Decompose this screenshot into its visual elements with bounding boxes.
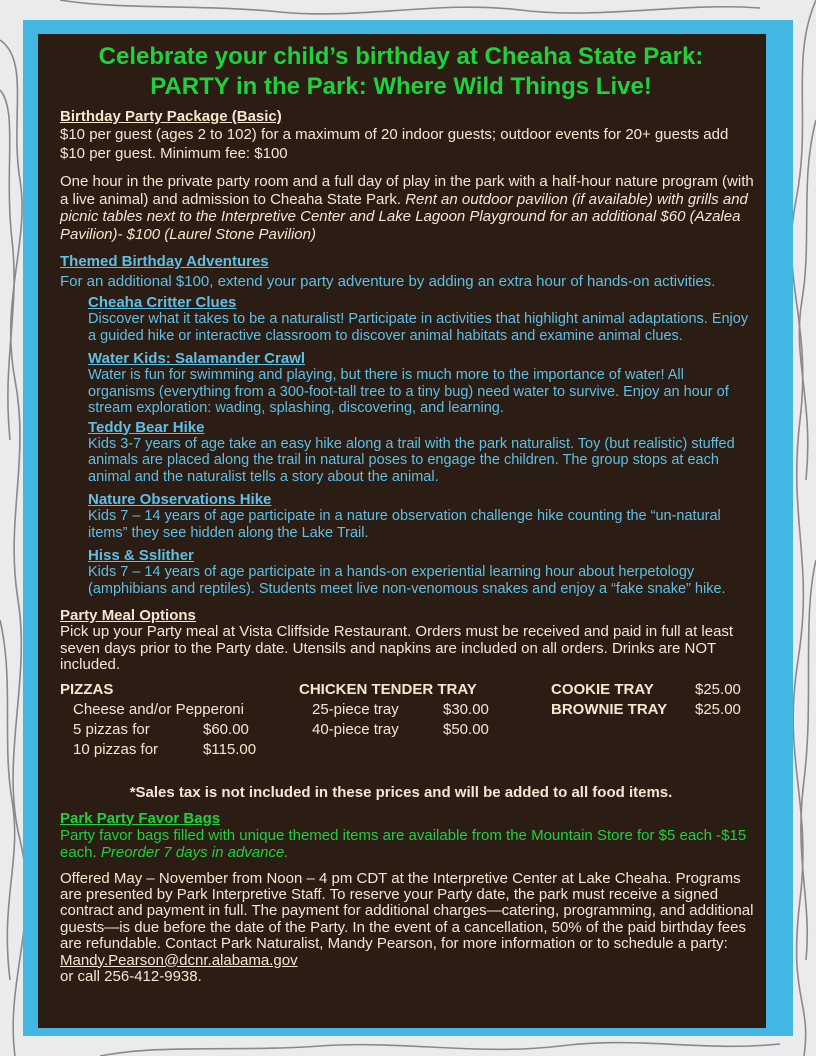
favor-bags-description: Party favor bags filled with unique themed items are available from the Mountain Store for $5 each -$15 each. — [60, 826, 747, 861]
footer-text: Offered May – November from Noon – 4 pm CDT at the Interpretive Center at Lake Cheaha. Programs are presented by Park Interpretive Staff. To reserve your Party date, the park must receive a signed contract and payment in full. The payment for additional charges—catering, programming, and additional guests—is due before the date of the Party. In the event of a cancellation, 50% of the paid birthday fees are refundable. Contact Park Naturalist, Mandy Pearson, for more information or to schedule a party: — [60, 869, 754, 953]
adventure-heading: Cheaha Critter Clues — [88, 294, 237, 311]
flyer-title-line1: Celebrate your child’s birthday at Cheaha State Park: — [98, 43, 704, 70]
favor-bags-heading: Park Party Favor Bags — [60, 809, 221, 827]
pizzas-column — [60, 680, 256, 760]
basic-package-text: $10 per guest (ages 2 to 102) for a maximum of 20 indoor guests; outdoor events for 20+ guests add $10 per guest. Minimum fee: $100 — [60, 126, 729, 162]
preorder-note: Preorder 7 days in advance. — [100, 843, 289, 861]
meal-options-heading: Party Meal Options — [60, 607, 196, 624]
chicken-heading: CHICKEN TENDER TRAY — [299, 680, 477, 698]
adventure-text: Kids 3-7 years of age take an easy hike along a trail with the park naturalist. Toy (but realistic) stuffed animals are placed along the trail in natural poses to engage the children. The group stops at each animal and the naturalist tells a story about the animal. — [88, 435, 735, 485]
flyer-title-line2: PARTY in the Park: Where Wild Things Live! — [150, 73, 652, 100]
adventure-item — [88, 350, 754, 417]
menu-item-label: BROWNIE TRAY — [551, 700, 668, 718]
pizzas-heading: PIZZAS — [60, 680, 114, 698]
menu-item-label: 5 pizzas for — [73, 720, 150, 738]
menu-item-price: $60.00 — [203, 720, 249, 738]
adventure-item — [88, 419, 754, 486]
menu-item-label: COOKIE TRAY — [551, 680, 654, 698]
adventure-heading: Nature Observations Hike — [88, 491, 272, 508]
email-link[interactable]: Mandy.Pearson@dcnr.alabama.gov — [60, 951, 298, 969]
adventure-text: Kids 7 – 14 years of age participate in a nature observation challenge hike counting the “un-natural items” they see hidden along the Lake Trail. — [88, 508, 721, 541]
adventure-heading: Teddy Bear Hike — [88, 418, 205, 436]
flyer-panel — [38, 34, 766, 1028]
chicken-column — [299, 680, 489, 740]
menu-item-label: 10 pizzas for — [73, 740, 159, 758]
adventure-list — [88, 294, 754, 597]
sales-tax-note: *Sales tax is not included in these prices and will be added to all food items. — [129, 783, 673, 801]
basic-details-text: One hour in the private party room and a full day of play in the park with a half-hour nature program (with a live animal) and admission to Cheaha State Park. — [60, 173, 754, 208]
menu-item-price: $25.00 — [695, 680, 741, 698]
footer-info — [60, 871, 754, 986]
adventure-text: Discover what it takes to be a naturalist! Participate in activities that highlight animal adaptations. Enjoy a guided hike or interactive classroom to discover animal habitats and examine animal clues. — [88, 311, 749, 344]
themed-adventures-text: For an additional $100, extend your party adventure by adding an extra hour of hands-on activities. — [60, 273, 716, 290]
menu-item-price: $50.00 — [443, 720, 489, 738]
food-menu — [60, 680, 754, 778]
basic-package-heading: Birthday Party Package (Basic) — [60, 108, 282, 125]
adventure-heading: Hiss & Sslither — [88, 547, 194, 564]
adventure-item — [88, 547, 754, 597]
basic-package-details — [60, 173, 754, 243]
adventure-item — [88, 491, 754, 541]
trays-column — [551, 680, 741, 720]
adventure-heading: Water Kids: Salamander Crawl — [88, 350, 306, 367]
menu-item-price: $30.00 — [443, 700, 489, 718]
favor-bags-text — [60, 827, 754, 861]
adventure-text: Kids 7 – 14 years of age participate in a hands-on experiential learning hour about herpetology (amphibians and reptiles). Students meet live non-venomous snakes and enjoy a “fake snake” hike. — [88, 564, 726, 597]
pizzas-kind: Cheese and/or Pepperoni — [73, 700, 244, 718]
phone-text: or call 256-412-9938. — [60, 967, 202, 985]
menu-item-price: $115.00 — [203, 740, 257, 758]
themed-adventures-heading: Themed Birthday Adventures — [60, 253, 269, 270]
menu-item-price: $25.00 — [695, 700, 741, 718]
menu-item-label: 40-piece tray — [312, 720, 399, 738]
menu-item-label: 25-piece tray — [312, 700, 399, 718]
adventure-item — [88, 294, 754, 344]
meal-options-text: Pick up your Party meal at Vista Cliffside Restaurant. Orders must be received and paid in full at least seven days prior to the Party date. Utensils and napkins are included on all orders. Drinks are NOT included. — [60, 623, 734, 673]
adventure-text: Water is fun for swimming and playing, but there is much more to the importance of water! All organisms (everything from a 300-foot-tall tree to a tiny bug) need water to survive. Enjoy an hour of stream exploration: wading, splashing, discovering, and learning. — [88, 367, 729, 416]
pavilion-rental-text: Rent an outdoor pavilion (if available) with grills and picnic tables next to the Interpretive Center and Lake Lagoon Playground for an additional $60 (Azalea Pavilion)- $100 (Laurel Stone Pavilion) — [60, 190, 748, 243]
